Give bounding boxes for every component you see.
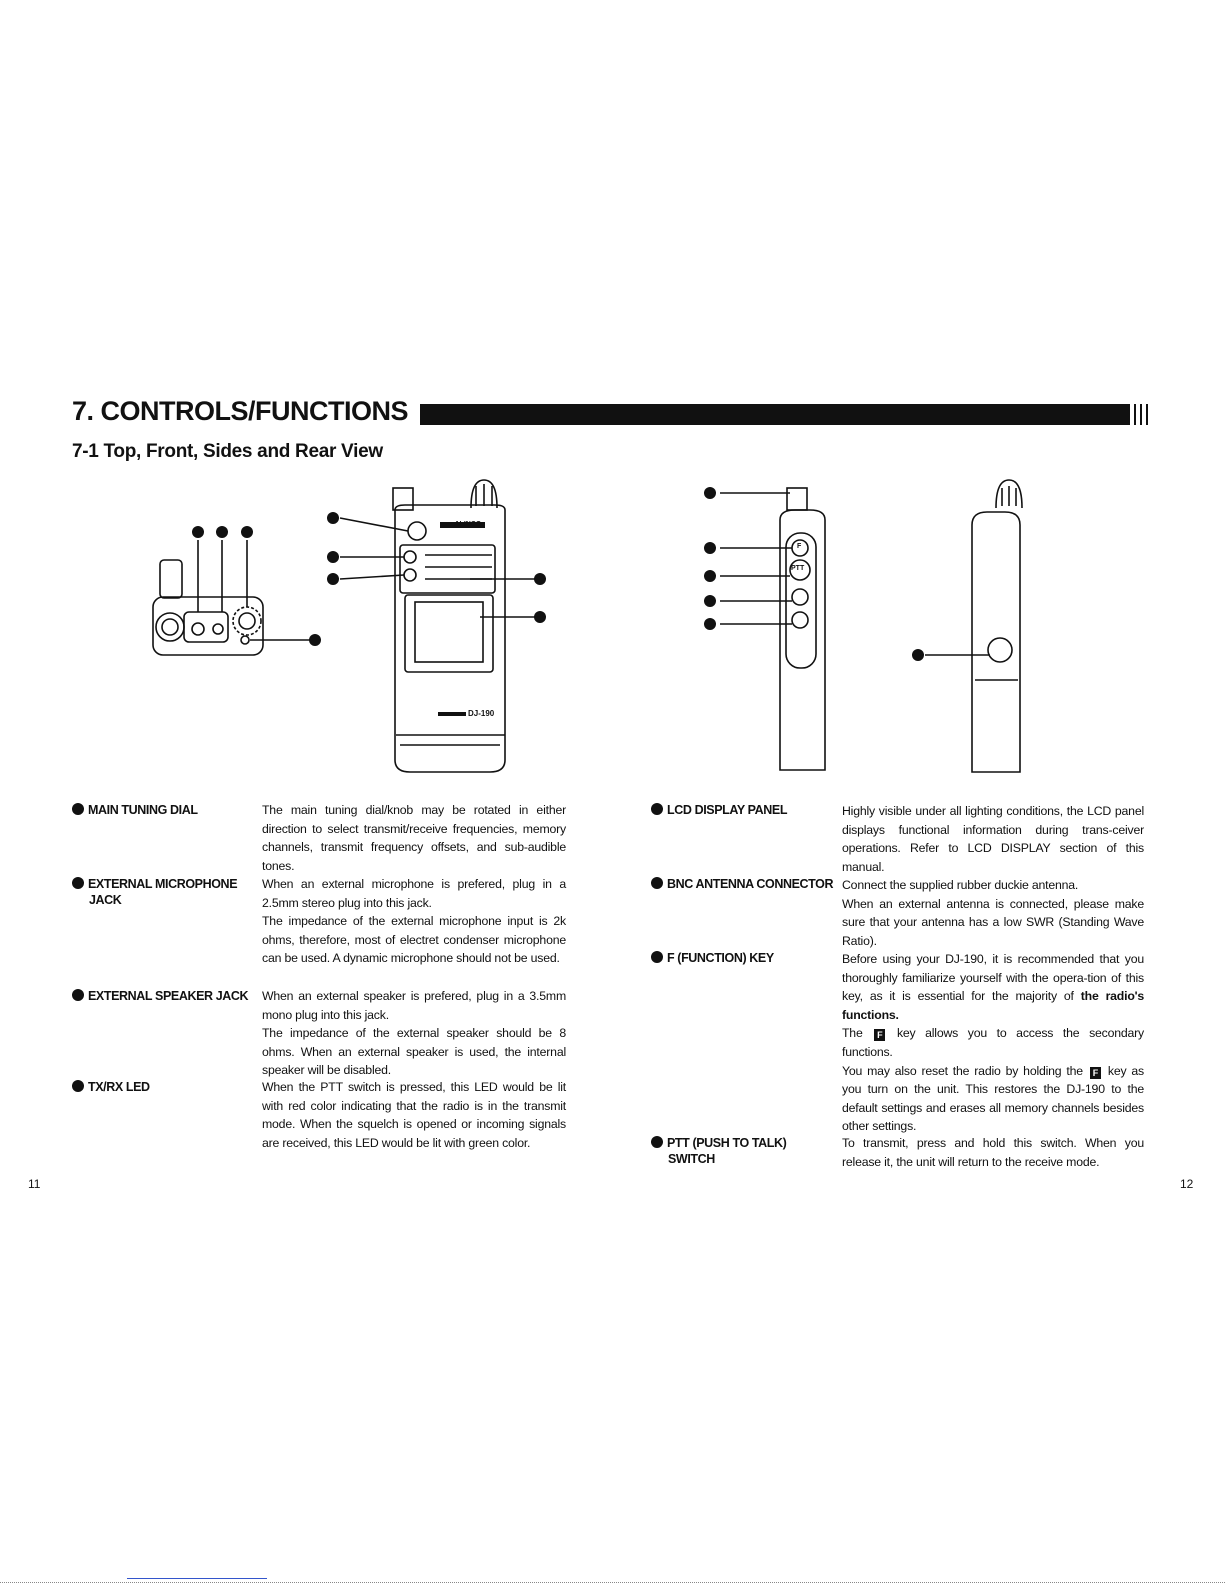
f-key-icon: F <box>874 1029 885 1041</box>
label-bnc-antenna-connector: BNC ANTENNA CONNECTOR <box>651 876 836 892</box>
label-main-tuning-dial: MAIN TUNING DIAL <box>72 802 252 818</box>
bullet-icon <box>72 1080 84 1092</box>
bullet-icon <box>651 877 663 889</box>
desc-bnc-antenna-connector: Connect the supplied rubber duckie antenna. When an external antenna is connected, please make sure that your antenna has a low SWR (Standing Wave Ratio). <box>842 878 1144 948</box>
brand-logo: ALINCO <box>454 521 481 528</box>
top-view-drawing <box>153 540 310 655</box>
page-number-left: 11 <box>28 1177 41 1191</box>
bullet-icon <box>72 877 84 889</box>
desc-external-speaker-jack: When an external speaker is prefered, plug in a 3.5mm mono plug into this jack. The impedance of the external speaker should be 8 ohms. When an external speaker is used, the internal speaker will be disabled. <box>262 989 566 1078</box>
bottom-rule <box>0 1582 1225 1584</box>
desc-main-tuning-dial: The main tuning dial/knob may be rotated in either direction to select transmit/receive frequencies, memory channels, transmit frequency offsets, and sub-audible tones. <box>262 803 566 873</box>
model-label: DJ-190 <box>468 709 495 718</box>
scan-edge-line <box>127 1578 267 1579</box>
desc-external-microphone-jack: When an external microphone is prefered, plug in a 2.5mm stereo plug into this jack. The impedance of the external microphone input is 2k ohms, therefore, most of electret condenser microphone can be used. A dynamic microphone should not be used. <box>262 877 566 966</box>
label-external-speaker-jack: EXTERNAL SPEAKER JACK <box>72 988 252 1004</box>
side-view-drawing <box>720 488 825 770</box>
f-key-label: F <box>797 543 802 550</box>
section-title: 7. CONTROLS/FUNCTIONS <box>72 396 409 426</box>
bullet-icon <box>651 951 663 963</box>
bullet-icon <box>72 989 84 1001</box>
bullet-icon <box>651 1136 663 1148</box>
label-tx-rx-led: TX/RX LED <box>72 1079 252 1095</box>
desc-lcd-display-panel: Highly visible under all lighting conditions, the LCD panel displays functional information during trans-ceiver operations. Refer to LCD DISPLAY section of this manual. <box>842 804 1144 874</box>
section-subtitle: 7-1 Top, Front, Sides and Rear View <box>72 441 383 462</box>
bullet-icon <box>72 803 84 815</box>
bullet-icon <box>651 803 663 815</box>
page-number-right: 12 <box>1180 1177 1194 1191</box>
label-external-microphone-jack: EXTERNAL MICROPHONE JACK <box>72 876 252 908</box>
desc-ptt-switch: To transmit, press and hold this switch. When you release it, the unit will return to the receive mode. <box>842 1136 1144 1169</box>
ptt-key-label: PTT <box>791 565 805 572</box>
label-ptt-switch: PTT (PUSH TO TALK) SWITCH <box>651 1135 836 1167</box>
label-f-function-key: F (FUNCTION) KEY <box>651 950 836 966</box>
desc-f-function-key: Before using your DJ-190, it is recommended that you thoroughly familiarize yourself with the opera-tion of this key, as it is essential for the majority of the radio's functions. The F key allows you to access the secondary functions. You may also reset the radio by holding the F key as you turn on the unit. This restores the DJ-190 to the default settings and erases all memory channels besides other settings. <box>842 952 1145 1134</box>
front-view-drawing <box>340 480 535 772</box>
label-lcd-display-panel: LCD DISPLAY PANEL <box>651 802 836 818</box>
desc-tx-rx-led: When the PTT switch is pressed, this LED would be lit with red color indicating that the radio is in the transmit mode. When the squelch is opened or incoming signals are received, this LED would be lit with green color. <box>262 1080 566 1150</box>
f-key-icon: F <box>1090 1067 1101 1079</box>
rear-view-drawing <box>925 480 1022 772</box>
